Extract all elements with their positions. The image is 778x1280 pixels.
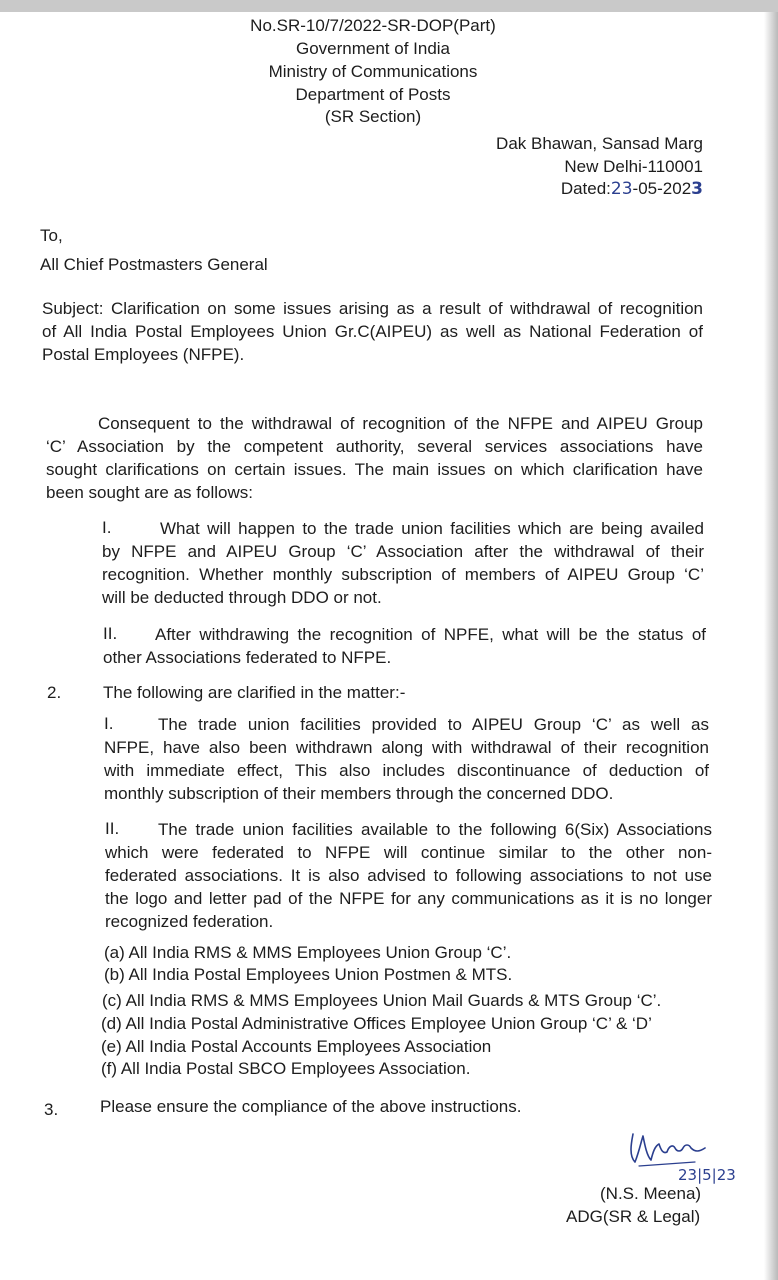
signatory-name: (N.S. Meena) (600, 1184, 702, 1203)
paragraph-1-line: ‘C’ Association by the competent authority, several services associations have (46, 437, 703, 456)
file-number: No.SR-10/7/2022-SR-DOP(Part) (250, 16, 496, 35)
signatory-designation: ADG(SR & Legal) (566, 1207, 701, 1226)
clarification-1-line: NFPE, have also been withdrawn along with withdrawal of their recognition (104, 738, 709, 757)
department-line: Department of Posts (295, 85, 451, 104)
clarification-2-line: which were federated to NFPE will continue similar to the other non- (105, 843, 712, 862)
paragraph-2-intro: The following are clarified in the matter:- (103, 683, 406, 702)
clarification-2-line: The trade union facilities available to the following 6(Six) Associations (158, 820, 712, 839)
subject (42, 297, 703, 366)
association-item: (c) All India RMS & MMS Employees Union Mail Guards & MTS Group ‘C’. (102, 991, 662, 1010)
issue-2 (103, 623, 706, 669)
clarification-1-line: monthly subscription of their members through the concerned DDO. (104, 784, 614, 803)
paragraph-1-line: sought clarifications on certain issues. The main issues on which clarification have (46, 460, 703, 479)
subject-line: Subject: Clarification on some issues arising as a result of withdrawal of recognition (42, 299, 703, 318)
clarification-1-line: with immediate effect, This also includes discontinuance of deduction of (104, 761, 709, 780)
section-line: (SR Section) (324, 107, 422, 126)
issue-1 (102, 517, 704, 609)
ministry-line: Ministry of Communications (268, 62, 478, 81)
dated-label: Dated: (560, 179, 611, 198)
issue-1-line: will be deducted through DDO or not. (102, 588, 382, 607)
issue-2-line: other Associations federated to NFPE. (103, 648, 392, 667)
paragraph-1-line: been sought are as follows: (46, 483, 253, 502)
dated-line (420, 178, 703, 201)
paragraph-3-text: Please ensure the compliance of the above instructions. (100, 1097, 522, 1116)
association-item: (f) All India Postal SBCO Employees Association. (101, 1059, 471, 1078)
association-item: (d) All India Postal Administrative Offices Employee Union Group ‘C’ & ‘D’ (101, 1014, 652, 1033)
to-label: To, (40, 226, 63, 245)
dated-handwritten-day: 23 (610, 179, 633, 199)
clarification-2 (105, 818, 712, 933)
association-item: (e) All India Postal Accounts Employees Association (101, 1037, 492, 1056)
issue-1-line: recognition. Whether monthly subscription of members of AIPEU Group ‘C’ (102, 565, 704, 584)
clarification-1-line: The trade union facilities provided to AIPEU Group ‘C’ as well as (158, 715, 709, 734)
paragraph-1-line: Consequent to the withdrawal of recognition of the NFPE and AIPEU Group (98, 414, 703, 433)
issue-2-number: II. (103, 624, 118, 643)
clarification-2-line: recognized federation. (105, 912, 274, 931)
clarification-1 (104, 713, 709, 805)
paragraph-2-number: 2. (47, 683, 62, 702)
association-item: (b) All India Postal Employees Union Postmen & MTS. (104, 965, 513, 984)
dated-rest: -05-202 (632, 179, 692, 198)
clarification-2-line: federated associations. It is also advised to following associations to not use (105, 866, 712, 885)
signature-date-handwritten: 23|5|23 (678, 1166, 736, 1184)
subject-line: Postal Employees (NFPE). (42, 345, 245, 364)
issue-2-line: After withdrawing the recognition of NPFE, what will be the status of (155, 625, 706, 644)
paragraph-3-number: 3. (44, 1100, 59, 1119)
dated-handwritten-year-digit: 3 (691, 179, 703, 199)
association-item: (a) All India RMS & MMS Employees Union Group ‘C’. (104, 943, 512, 962)
clarification-2-number: II. (105, 819, 120, 838)
issue-1-line: by NFPE and AIPEU Group ‘C’ Association after the withdrawal of their (102, 542, 704, 561)
paragraph-1 (46, 412, 703, 504)
recipient: All Chief Postmasters General (40, 255, 268, 274)
scan-page-edge (764, 12, 778, 1280)
clarification-1-number: I. (104, 714, 114, 733)
issue-1-line: What will happen to the trade union facilities which are being availed (160, 519, 704, 538)
government-line: Government of India (295, 39, 451, 58)
issue-1-number: I. (102, 518, 112, 537)
subject-line: of All India Postal Employees Union Gr.C(AIPEU) as well as National Federation of (42, 322, 703, 341)
scan-top-band (0, 0, 778, 12)
address-building: Dak Bhawan, Sansad Marg (496, 134, 703, 153)
clarification-2-line: the logo and letter pad of the NFPE for any communications as it is no longer (105, 889, 712, 908)
address-city: New Delhi-110001 (564, 157, 703, 176)
